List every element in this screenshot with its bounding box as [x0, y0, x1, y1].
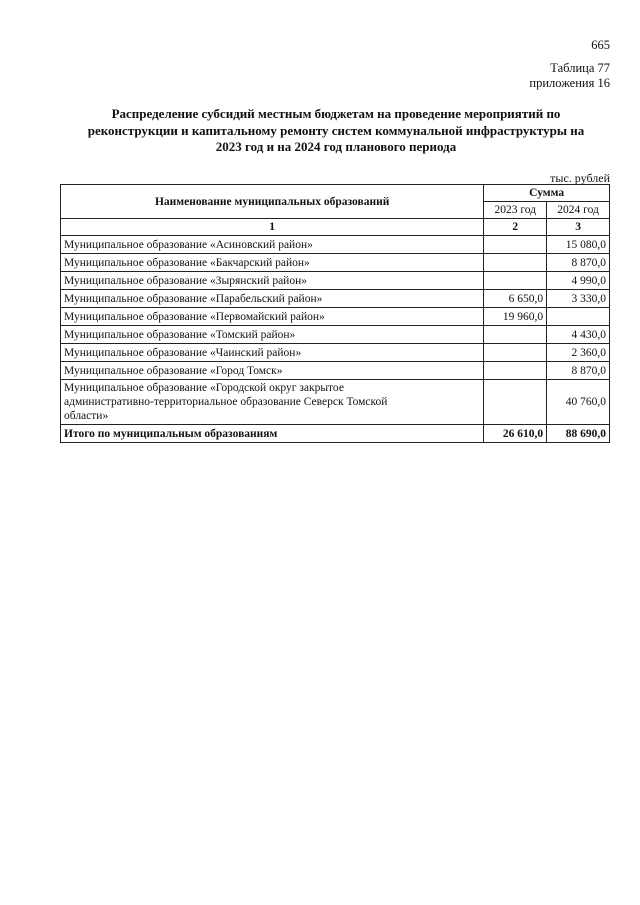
row-value-2024: 2 360,0	[547, 344, 610, 362]
row-name-line3: области»	[64, 410, 109, 422]
title-line3: 2023 год и на 2024 год планового периода	[215, 139, 457, 154]
total-name: Итого по муниципальным образованиям	[61, 425, 484, 443]
row-value-2024: 4 990,0	[547, 272, 610, 290]
row-value-2024: 3 330,0	[547, 290, 610, 308]
column-number-2: 2	[484, 219, 547, 236]
column-number-1: 1	[61, 219, 484, 236]
subsidy-table	[60, 184, 610, 443]
row-value-2023	[484, 362, 547, 380]
table-reference-line2: приложения 16	[529, 76, 610, 90]
row-value-2023	[484, 326, 547, 344]
row-name: Муниципальное образование «Асиновский район»	[61, 236, 484, 254]
total-value-2023: 26 610,0	[484, 425, 547, 443]
row-value-2023: 19 960,0	[484, 308, 547, 326]
column-number-3: 3	[547, 219, 610, 236]
header-sum: Сумма	[484, 185, 610, 202]
table-row	[61, 236, 610, 254]
header-name: Наименование муниципальных образований	[61, 185, 484, 219]
row-name: Муниципальное образование «Чаинский район»	[61, 344, 484, 362]
table-row	[61, 326, 610, 344]
row-name: Муниципальное образование «Город Томск»	[61, 362, 484, 380]
units-label: тыс. рублей	[550, 171, 610, 185]
row-value-2023	[484, 254, 547, 272]
table-reference-line1: Таблица 77	[550, 61, 610, 75]
row-name-line2: административно-территориальное образование Северск Томской	[64, 396, 388, 408]
table-row	[61, 308, 610, 326]
table-row	[61, 380, 610, 425]
row-value-2023	[484, 380, 547, 425]
row-value-2024: 4 430,0	[547, 326, 610, 344]
row-value-2024: 40 760,0	[547, 380, 610, 425]
header-year-2023: 2023 год	[484, 202, 547, 219]
row-value-2024: 8 870,0	[547, 254, 610, 272]
total-row	[61, 425, 610, 443]
row-name: Муниципальное образование «Первомайский район»	[61, 308, 484, 326]
row-value-2023	[484, 344, 547, 362]
row-value-2023	[484, 272, 547, 290]
row-name: Муниципальное образование «Бакчарский район»	[61, 254, 484, 272]
row-name: Муниципальное образование «Парабельский район»	[61, 290, 484, 308]
row-value-2024: 15 080,0	[547, 236, 610, 254]
row-value-2023	[484, 236, 547, 254]
page-number: 665	[591, 38, 610, 52]
header-year-2024: 2024 год	[547, 202, 610, 219]
row-name: Муниципальное образование «Зырянский район»	[61, 272, 484, 290]
header-row	[61, 185, 610, 202]
column-number-row	[61, 219, 610, 236]
title-line2: реконструкции и капитальному ремонту систем коммунальной инфраструктуры на	[87, 122, 585, 138]
row-value-2024: 8 870,0	[547, 362, 610, 380]
row-name-line1: Муниципальное образование «Городской округ закрытое	[64, 382, 344, 394]
table-row	[61, 254, 610, 272]
table-reference	[529, 61, 610, 91]
table-row	[61, 362, 610, 380]
title-line1: Распределение субсидий местным бюджетам на проведение мероприятий по	[111, 106, 561, 121]
row-name	[61, 380, 484, 425]
row-name: Муниципальное образование «Томский район»	[61, 326, 484, 344]
total-value-2024: 88 690,0	[547, 425, 610, 443]
row-value-2024	[547, 308, 610, 326]
table-row	[61, 272, 610, 290]
document-title	[60, 106, 612, 156]
row-value-2023: 6 650,0	[484, 290, 547, 308]
table-row	[61, 290, 610, 308]
table-row	[61, 344, 610, 362]
